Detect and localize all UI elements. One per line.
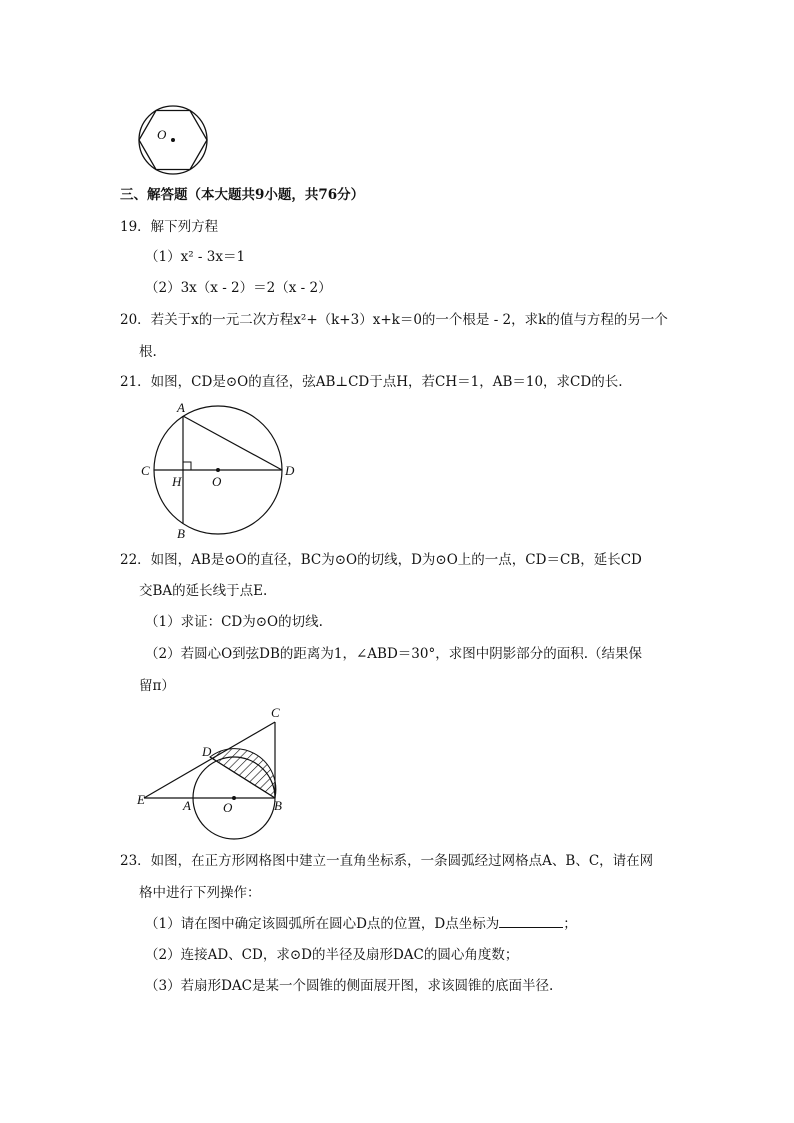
q22-label-c: C bbox=[271, 705, 280, 720]
q22-label-e: E bbox=[137, 792, 145, 807]
q21-label-h: H bbox=[172, 474, 182, 489]
q22-line2: 交BA的延长线于点E. bbox=[139, 583, 268, 599]
q21-label-d: D bbox=[285, 463, 295, 478]
q23-part1-text: （1）请在图中确定该圆弧所在圆心D点的位置，D点坐标为 bbox=[145, 916, 500, 932]
q22-figure bbox=[134, 702, 304, 842]
q19-title: 19．解下列方程 bbox=[120, 219, 219, 235]
q19-part2: （2）3x（x - 2）＝2（x - 2） bbox=[145, 280, 332, 296]
q22-part2-line2: 留π） bbox=[139, 678, 175, 694]
q23-line2: 格中进行下列操作： bbox=[139, 885, 261, 901]
q22-label-d: D bbox=[202, 744, 212, 759]
q21-segment-ad bbox=[183, 416, 282, 470]
q21-line1: 21．如图，CD是⊙O的直径，弦AB⊥CD于点H，若CH＝1，AB＝10，求CD的长. bbox=[120, 374, 623, 390]
q23-part3: （3）若扇形DAC是某一个圆锥的侧面展开图，求该圆锥的底面半径. bbox=[145, 978, 554, 994]
q21-label-a: A bbox=[177, 400, 185, 415]
q22-part2-line1: （2）若圆心O到弦DB的距离为1，∠ABD＝30°，求图中阴影部分的面积.（结果保 bbox=[145, 646, 643, 662]
answer-blank[interactable] bbox=[499, 915, 563, 928]
q22-label-b: B bbox=[274, 798, 282, 813]
center-dot bbox=[171, 138, 175, 142]
label-o: O bbox=[157, 127, 167, 142]
q23-part2: （2）连接AD、CD，求⊙D的半径及扇形DAC的圆心角度数； bbox=[145, 947, 519, 963]
q22-line1: 22．如图，AB是⊙O的直径，BC为⊙O的切线，D为⊙O上的一点，CD＝CB，延长CD bbox=[120, 552, 642, 568]
q21-label-o: O bbox=[212, 474, 222, 489]
q22-center-dot bbox=[232, 796, 236, 800]
section-heading: 三、解答题（本大题共9小题，共76分） bbox=[120, 187, 365, 203]
q22-label-o: O bbox=[223, 800, 233, 815]
q23-line1: 23．如图，在正方形网格图中建立一直角坐标系，一条圆弧经过网格点A、B、C，请在网 bbox=[120, 853, 654, 869]
q21-label-b: B bbox=[177, 526, 185, 541]
q21-center-dot bbox=[216, 468, 220, 472]
q20-line2: 根. bbox=[139, 344, 157, 360]
q23-part1 bbox=[145, 915, 577, 933]
q22-part1: （1）求证：CD为⊙O的切线. bbox=[145, 614, 323, 630]
hexagon-circle-figure bbox=[130, 100, 220, 180]
q20-line1: 20．若关于x的一元二次方程x²+（k+3）x+k＝0的一个根是 - 2，求k的值与方程的另一个 bbox=[120, 312, 668, 328]
q21-figure bbox=[136, 398, 306, 543]
q22-label-a: A bbox=[183, 798, 191, 813]
q19-part1: （1）x² - 3x＝1 bbox=[145, 249, 246, 265]
q21-right-angle-mark bbox=[183, 462, 191, 470]
q21-label-c: C bbox=[141, 463, 150, 478]
q23-part1-suffix: ； bbox=[563, 916, 577, 932]
